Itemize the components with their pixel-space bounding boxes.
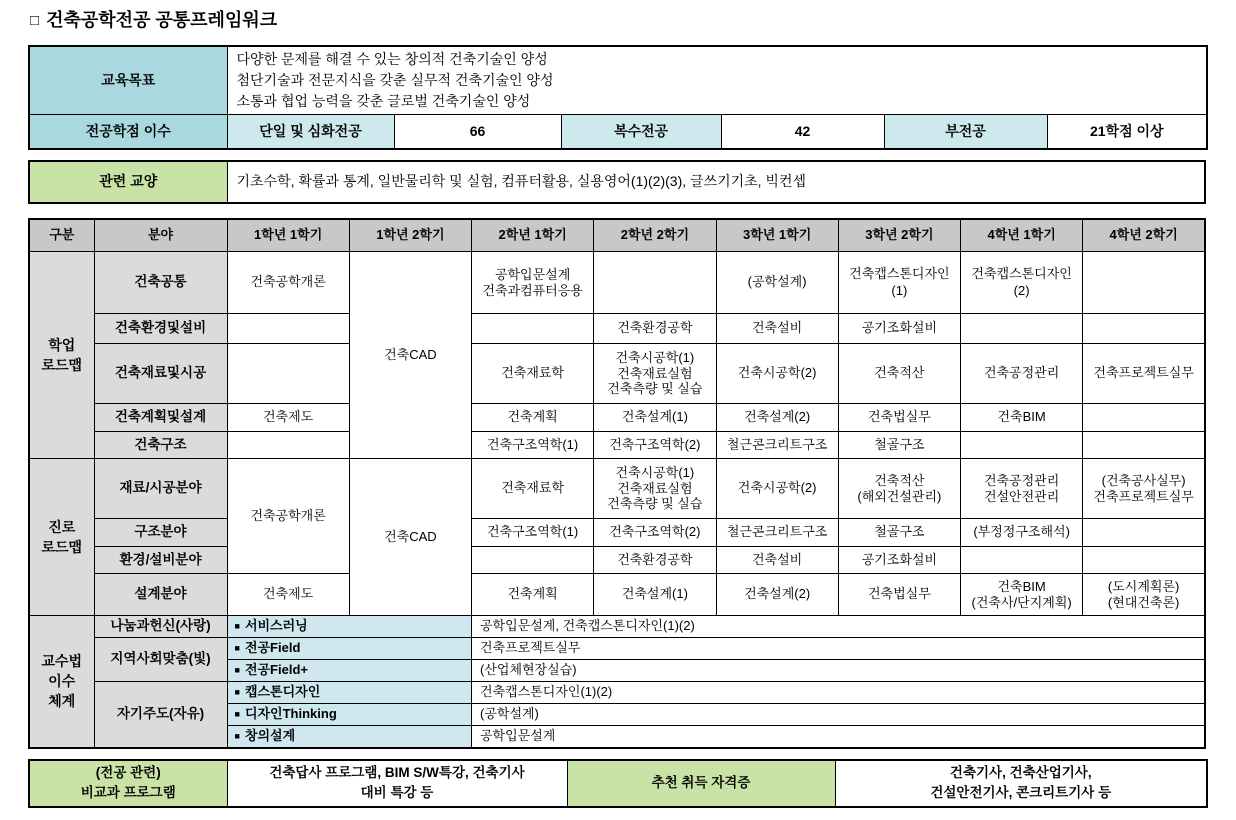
- course-cell: 건축시공학(1) 건축재료실험 건축측량 및 실습: [594, 459, 716, 519]
- career-row-material: [29, 459, 1205, 519]
- minor-label: 부전공: [884, 115, 1047, 149]
- course-cell: [1083, 314, 1205, 344]
- course-cell: [961, 547, 1083, 574]
- method-label: 전공Field: [244, 640, 301, 656]
- course-cell: 건축BIM (건축사/단지계획): [961, 574, 1083, 616]
- course-cell: 건축시공학(2): [716, 344, 838, 404]
- goals-content: 다양한 문제를 해결 수 있는 창의적 건축기술인 양성 첨단기술과 전문지식을 갖춘 실무적 건축기술인 양성 소통과 협업 능력을 갖춘 글로벌 건축기술인 양성: [227, 46, 1207, 115]
- goals-row: [29, 46, 1207, 115]
- square-bullet-icon: ■: [234, 687, 240, 698]
- course-cell: 공기조화설비: [838, 547, 960, 574]
- section-pedagogy: 교수법 이수 체계: [29, 616, 94, 748]
- method-courses-cell: 공학입문설계: [472, 726, 1206, 748]
- course-cell: 공학입문설계 건축과컴퓨터응용: [472, 252, 594, 314]
- course-cell: 건축설계(2): [716, 574, 838, 616]
- method-cell: [227, 682, 472, 704]
- liberal-arts-row: [29, 161, 1205, 203]
- method-courses-cell: (공학설계): [472, 704, 1206, 726]
- academic-row-material: [29, 344, 1205, 404]
- academic-row-structure: [29, 432, 1205, 459]
- course-cell: (건축공사실무) 건축프로젝트실무: [1083, 459, 1205, 519]
- single-major-label: 단일 및 심화전공: [227, 115, 394, 149]
- academic-row-env: [29, 314, 1205, 344]
- course-cell: [1083, 404, 1205, 432]
- course-cell: [1083, 519, 1205, 547]
- category-cell: 자기주도(자유): [94, 682, 227, 748]
- header-sem-2-2: 2학년 2학기: [594, 219, 716, 252]
- course-cell: 철근콘크리트구조: [716, 432, 838, 459]
- method-cell: [227, 726, 472, 748]
- course-cell: 건축캡스톤디자인(1): [838, 252, 960, 314]
- curriculum-table: [28, 218, 1206, 749]
- method-courses-cell: 공학입문설계, 건축캡스톤디자인(1)(2): [472, 616, 1206, 638]
- course-cell: 건축시공학(1) 건축재료실험 건축측량 및 실습: [594, 344, 716, 404]
- square-bullet-icon: □: [30, 12, 40, 29]
- method-courses-cell: 건축캡스톤디자인(1)(2): [472, 682, 1206, 704]
- course-cell: (부정정구조해석): [961, 519, 1083, 547]
- credits-label: 전공학점 이수: [29, 115, 227, 149]
- pedagogy-row-service: [29, 616, 1205, 638]
- method-label: 서비스러닝: [244, 618, 308, 634]
- course-cell: 건축재료학: [472, 459, 594, 519]
- liberal-arts-table: [28, 160, 1206, 204]
- course-cell-cad: 건축CAD: [349, 252, 471, 459]
- double-major-label: 복수전공: [561, 115, 721, 149]
- course-cell: [472, 547, 594, 574]
- credits-row: [29, 115, 1207, 149]
- header-sem-4-2: 4학년 2학기: [1083, 219, 1205, 252]
- course-cell: 철골구조: [838, 519, 960, 547]
- category-cell: 건축계획및설계: [94, 404, 227, 432]
- course-cell-cad: 건축CAD: [349, 459, 471, 616]
- header-sem-1-2: 1학년 2학기: [349, 219, 471, 252]
- academic-row-plan: [29, 404, 1205, 432]
- course-cell: 건축법실무: [838, 404, 960, 432]
- square-bullet-icon: ■: [234, 643, 240, 654]
- course-cell: 건축계획: [472, 404, 594, 432]
- extracurricular-table: [28, 759, 1208, 808]
- goals-label: 교육목표: [29, 46, 227, 115]
- pedagogy-row-field: [29, 638, 1205, 660]
- header-sem-1-1: 1학년 1학기: [227, 219, 349, 252]
- course-cell: (공학설계): [716, 252, 838, 314]
- pedagogy-row-capstone: [29, 682, 1205, 704]
- course-cell: 건축구조역학(2): [594, 519, 716, 547]
- header-bunya: 분야: [94, 219, 227, 252]
- course-cell: [227, 432, 349, 459]
- course-cell: 건축구조역학(2): [594, 432, 716, 459]
- method-cell: [227, 638, 472, 660]
- course-cell: 건축법실무: [838, 574, 960, 616]
- course-cell: [1083, 547, 1205, 574]
- method-label: 캡스톤디자인: [244, 684, 321, 700]
- category-cell: 나눔과헌신(사랑): [94, 616, 227, 638]
- page-title-text: 건축공학전공 공통프레임워크: [46, 10, 278, 30]
- category-cell: 재료/시공분야: [94, 459, 227, 519]
- course-cell: [1083, 252, 1205, 314]
- course-cell: 건축설계(1): [594, 574, 716, 616]
- certifications-list: 건축기사, 건축산업기사, 건설안전기사, 콘크리트기사 등: [835, 760, 1207, 807]
- category-cell: 설계분야: [94, 574, 227, 616]
- liberal-arts-label: 관련 교양: [29, 161, 227, 203]
- category-cell: 건축재료및시공: [94, 344, 227, 404]
- course-cell: [227, 344, 349, 404]
- course-cell: 건축구조역학(1): [472, 519, 594, 547]
- category-cell: 건축공통: [94, 252, 227, 314]
- header-sem-4-1: 4학년 1학기: [961, 219, 1083, 252]
- goals-credits-table: [28, 45, 1208, 150]
- course-cell: 건축공학개론: [227, 252, 349, 314]
- course-cell: [961, 432, 1083, 459]
- course-cell: [227, 314, 349, 344]
- header-sem-3-1: 3학년 1학기: [716, 219, 838, 252]
- course-cell: 건축BIM: [961, 404, 1083, 432]
- course-cell: 건축환경공학: [594, 314, 716, 344]
- section-academic-roadmap: 학업 로드맵: [29, 252, 94, 459]
- course-cell: [472, 314, 594, 344]
- header-sem-2-1: 2학년 1학기: [472, 219, 594, 252]
- course-cell: [594, 252, 716, 314]
- course-cell: 건축계획: [472, 574, 594, 616]
- course-cell: 건축적산 (해외건설관리): [838, 459, 960, 519]
- course-cell: 건축재료학: [472, 344, 594, 404]
- course-cell: 건축제도: [227, 574, 349, 616]
- square-bullet-icon: ■: [234, 731, 240, 742]
- double-major-value: 42: [721, 115, 884, 149]
- single-major-value: 66: [394, 115, 561, 149]
- course-cell: 건축설계(2): [716, 404, 838, 432]
- course-cell: 건축공정관리 건설안전관리: [961, 459, 1083, 519]
- method-label: 디자인Thinking: [244, 706, 337, 722]
- course-cell: [1083, 432, 1205, 459]
- method-cell: [227, 704, 472, 726]
- course-cell: 건축적산: [838, 344, 960, 404]
- method-label: 창의설계: [244, 728, 296, 744]
- curriculum-framework-page: [28, 6, 1208, 808]
- career-row-design: [29, 574, 1205, 616]
- extracurricular-programs: 건축답사 프로그램, BIM S/W특강, 건축기사 대비 특강 등: [227, 760, 567, 807]
- minor-value: 21학점 이상: [1047, 115, 1207, 149]
- career-row-env: [29, 547, 1205, 574]
- square-bullet-icon: ■: [234, 621, 240, 632]
- method-cell: [227, 660, 472, 682]
- course-cell: 건축구조역학(1): [472, 432, 594, 459]
- course-cell: [961, 314, 1083, 344]
- course-cell: 건축설비: [716, 547, 838, 574]
- category-cell: 환경/설비분야: [94, 547, 227, 574]
- category-cell: 건축환경및설비: [94, 314, 227, 344]
- course-cell: 철골구조: [838, 432, 960, 459]
- square-bullet-icon: ■: [234, 665, 240, 676]
- course-cell: 건축캡스톤디자인(2): [961, 252, 1083, 314]
- career-row-structure: [29, 519, 1205, 547]
- header-gubun: 구분: [29, 219, 94, 252]
- category-cell: 건축구조: [94, 432, 227, 459]
- academic-row-common: [29, 252, 1205, 314]
- course-cell: 철근콘크리트구조: [716, 519, 838, 547]
- course-cell: 건축공정관리: [961, 344, 1083, 404]
- category-cell: 지역사회맞춤(빛): [94, 638, 227, 682]
- course-cell: 건축설계(1): [594, 404, 716, 432]
- square-bullet-icon: ■: [234, 709, 240, 720]
- method-label: 전공Field+: [244, 662, 308, 678]
- extracurricular-label: (전공 관련) 비교과 프로그램: [29, 760, 227, 807]
- certifications-label: 추천 취득 자격증: [567, 760, 835, 807]
- course-cell: 건축시공학(2): [716, 459, 838, 519]
- course-cell-intro: 건축공학개론: [227, 459, 349, 574]
- section-career-roadmap: 진로 로드맵: [29, 459, 94, 616]
- category-cell: 구조분야: [94, 519, 227, 547]
- curriculum-header-row: [29, 219, 1205, 252]
- method-courses-cell: (산업체현장실습): [472, 660, 1206, 682]
- liberal-arts-content: 기초수학, 확률과 통계, 일반물리학 및 실험, 컴퓨터활용, 실용영어(1)(2)(3), 글쓰기기초, 빅컨셉: [227, 161, 1205, 203]
- course-cell: 건축환경공학: [594, 547, 716, 574]
- page-title: [30, 6, 1208, 32]
- course-cell: 건축설비: [716, 314, 838, 344]
- extracurricular-row: [29, 760, 1207, 807]
- method-courses-cell: 건축프로젝트실무: [472, 638, 1206, 660]
- course-cell: (도시계획론) (현대건축론): [1083, 574, 1205, 616]
- header-sem-3-2: 3학년 2학기: [838, 219, 960, 252]
- course-cell: 공기조화설비: [838, 314, 960, 344]
- course-cell: 건축프로젝트실무: [1083, 344, 1205, 404]
- method-cell: [227, 616, 472, 638]
- course-cell: 건축제도: [227, 404, 349, 432]
